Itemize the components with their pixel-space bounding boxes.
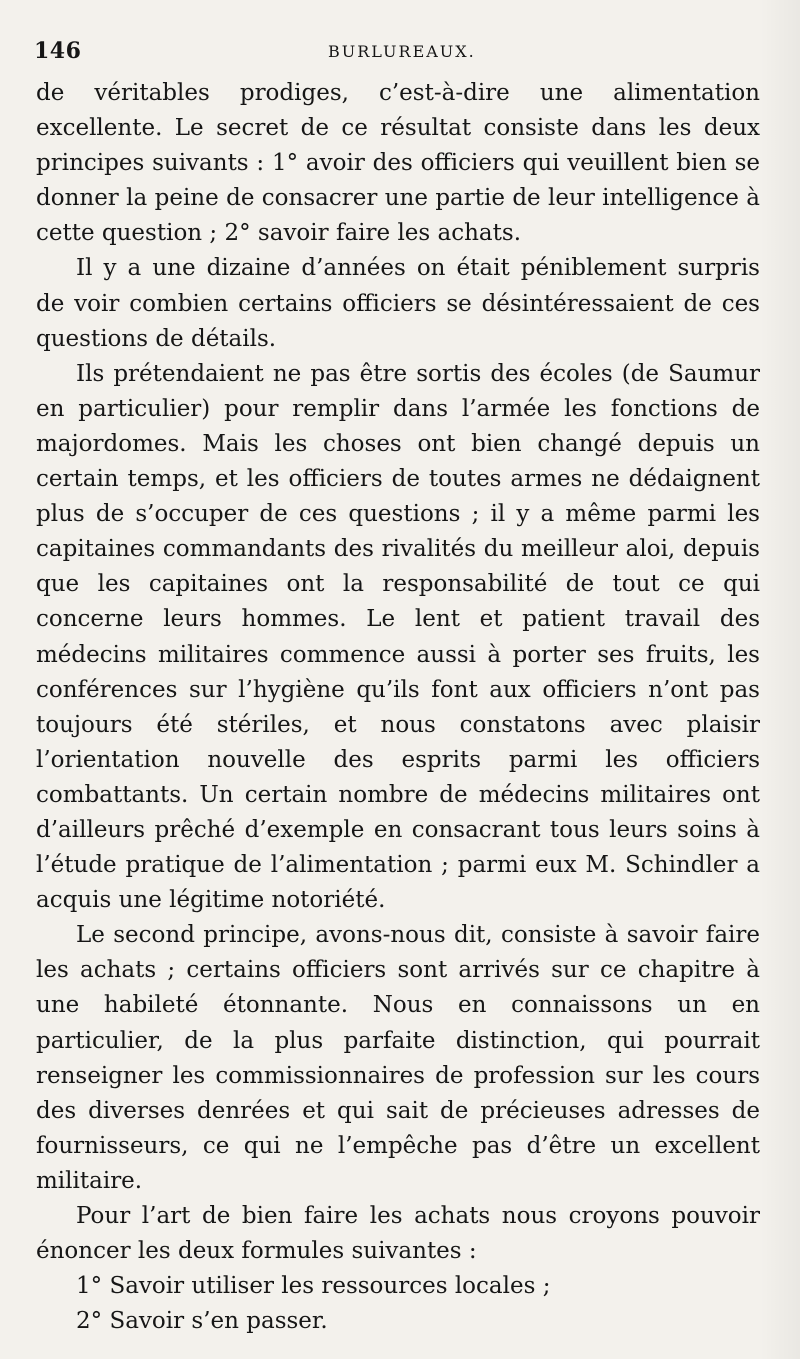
paragraph-4: Le second principe, avons-nous dit, consiste à savoir faire les achats ; certains officiers sont arrivés sur ce chapitre à une habileté étonnante. Nous en connaissons un en particulier, de la plus parfaite distinction, qui pourrait renseigner les commissionnaires de profession sur les cours des diverses denrées et qui sait de précieuses adresses de fournisseurs, ce qui ne l’empêche pas d’être un excellent militaire. <box>36 922 760 1194</box>
paragraph-3: Ils prétendaient ne pas être sortis des écoles (de Saumur en particulier) pour remplir dans l’armée les fonctions de majordomes. Mais les choses ont bien changé depuis un certain temps, et les officiers de toutes armes ne dédaignent plus de s’occuper de ces questions ; il y a même parmi les capitaines commandants des rivalités du meilleur aloi, depuis que les capitaines ont la responsabilité de tout ce qui concerne leurs hommes. Le lent et patient travail des médecins militaires commence aussi à porter ses fruits, les conférences sur l’hygiène qu’ils font aux officiers n’ont pas toujours été stériles, et nous constatons avec plaisir l’orientation nouvelle des esprits parmi les officiers combattants. Un certain nombre de médecins militaires ont d’ailleurs prêché d’exemple en consacrant tous leurs soins à l’étude pratique de l’alimentation ; parmi eux M. Schindler a acquis une légitime notoriété. <box>36 360 760 914</box>
page-number: 146 <box>34 38 82 64</box>
body-text <box>36 76 760 1339</box>
list-item-1: 1° Savoir utiliser les ressources locales ; <box>76 1273 551 1300</box>
paragraph-5: Pour l’art de bien faire les achats nous croyons pouvoir énoncer les deux formules suivantes : <box>36 1203 760 1265</box>
paragraph-1: de véritables prodiges, c’est-à-dire une alimentation excellente. Le secret de ce résultat consiste dans les deux principes suivants : 1° avoir des officiers qui veuillent bien se donner la peine de consacrer une partie de leur intelligence à cette question ; 2° savoir faire les achats. <box>36 80 760 247</box>
page-header <box>34 38 754 72</box>
list-item-2: 2° Savoir s’en passer. <box>76 1308 328 1335</box>
page-edge-shadow <box>760 0 800 1359</box>
running-title: BURLUREAUX. <box>328 42 476 61</box>
paragraph-2: Il y a une dizaine d’années on était péniblement surpris de voir combien certains officiers se désintéressaient de ces questions de détails. <box>36 255 760 352</box>
